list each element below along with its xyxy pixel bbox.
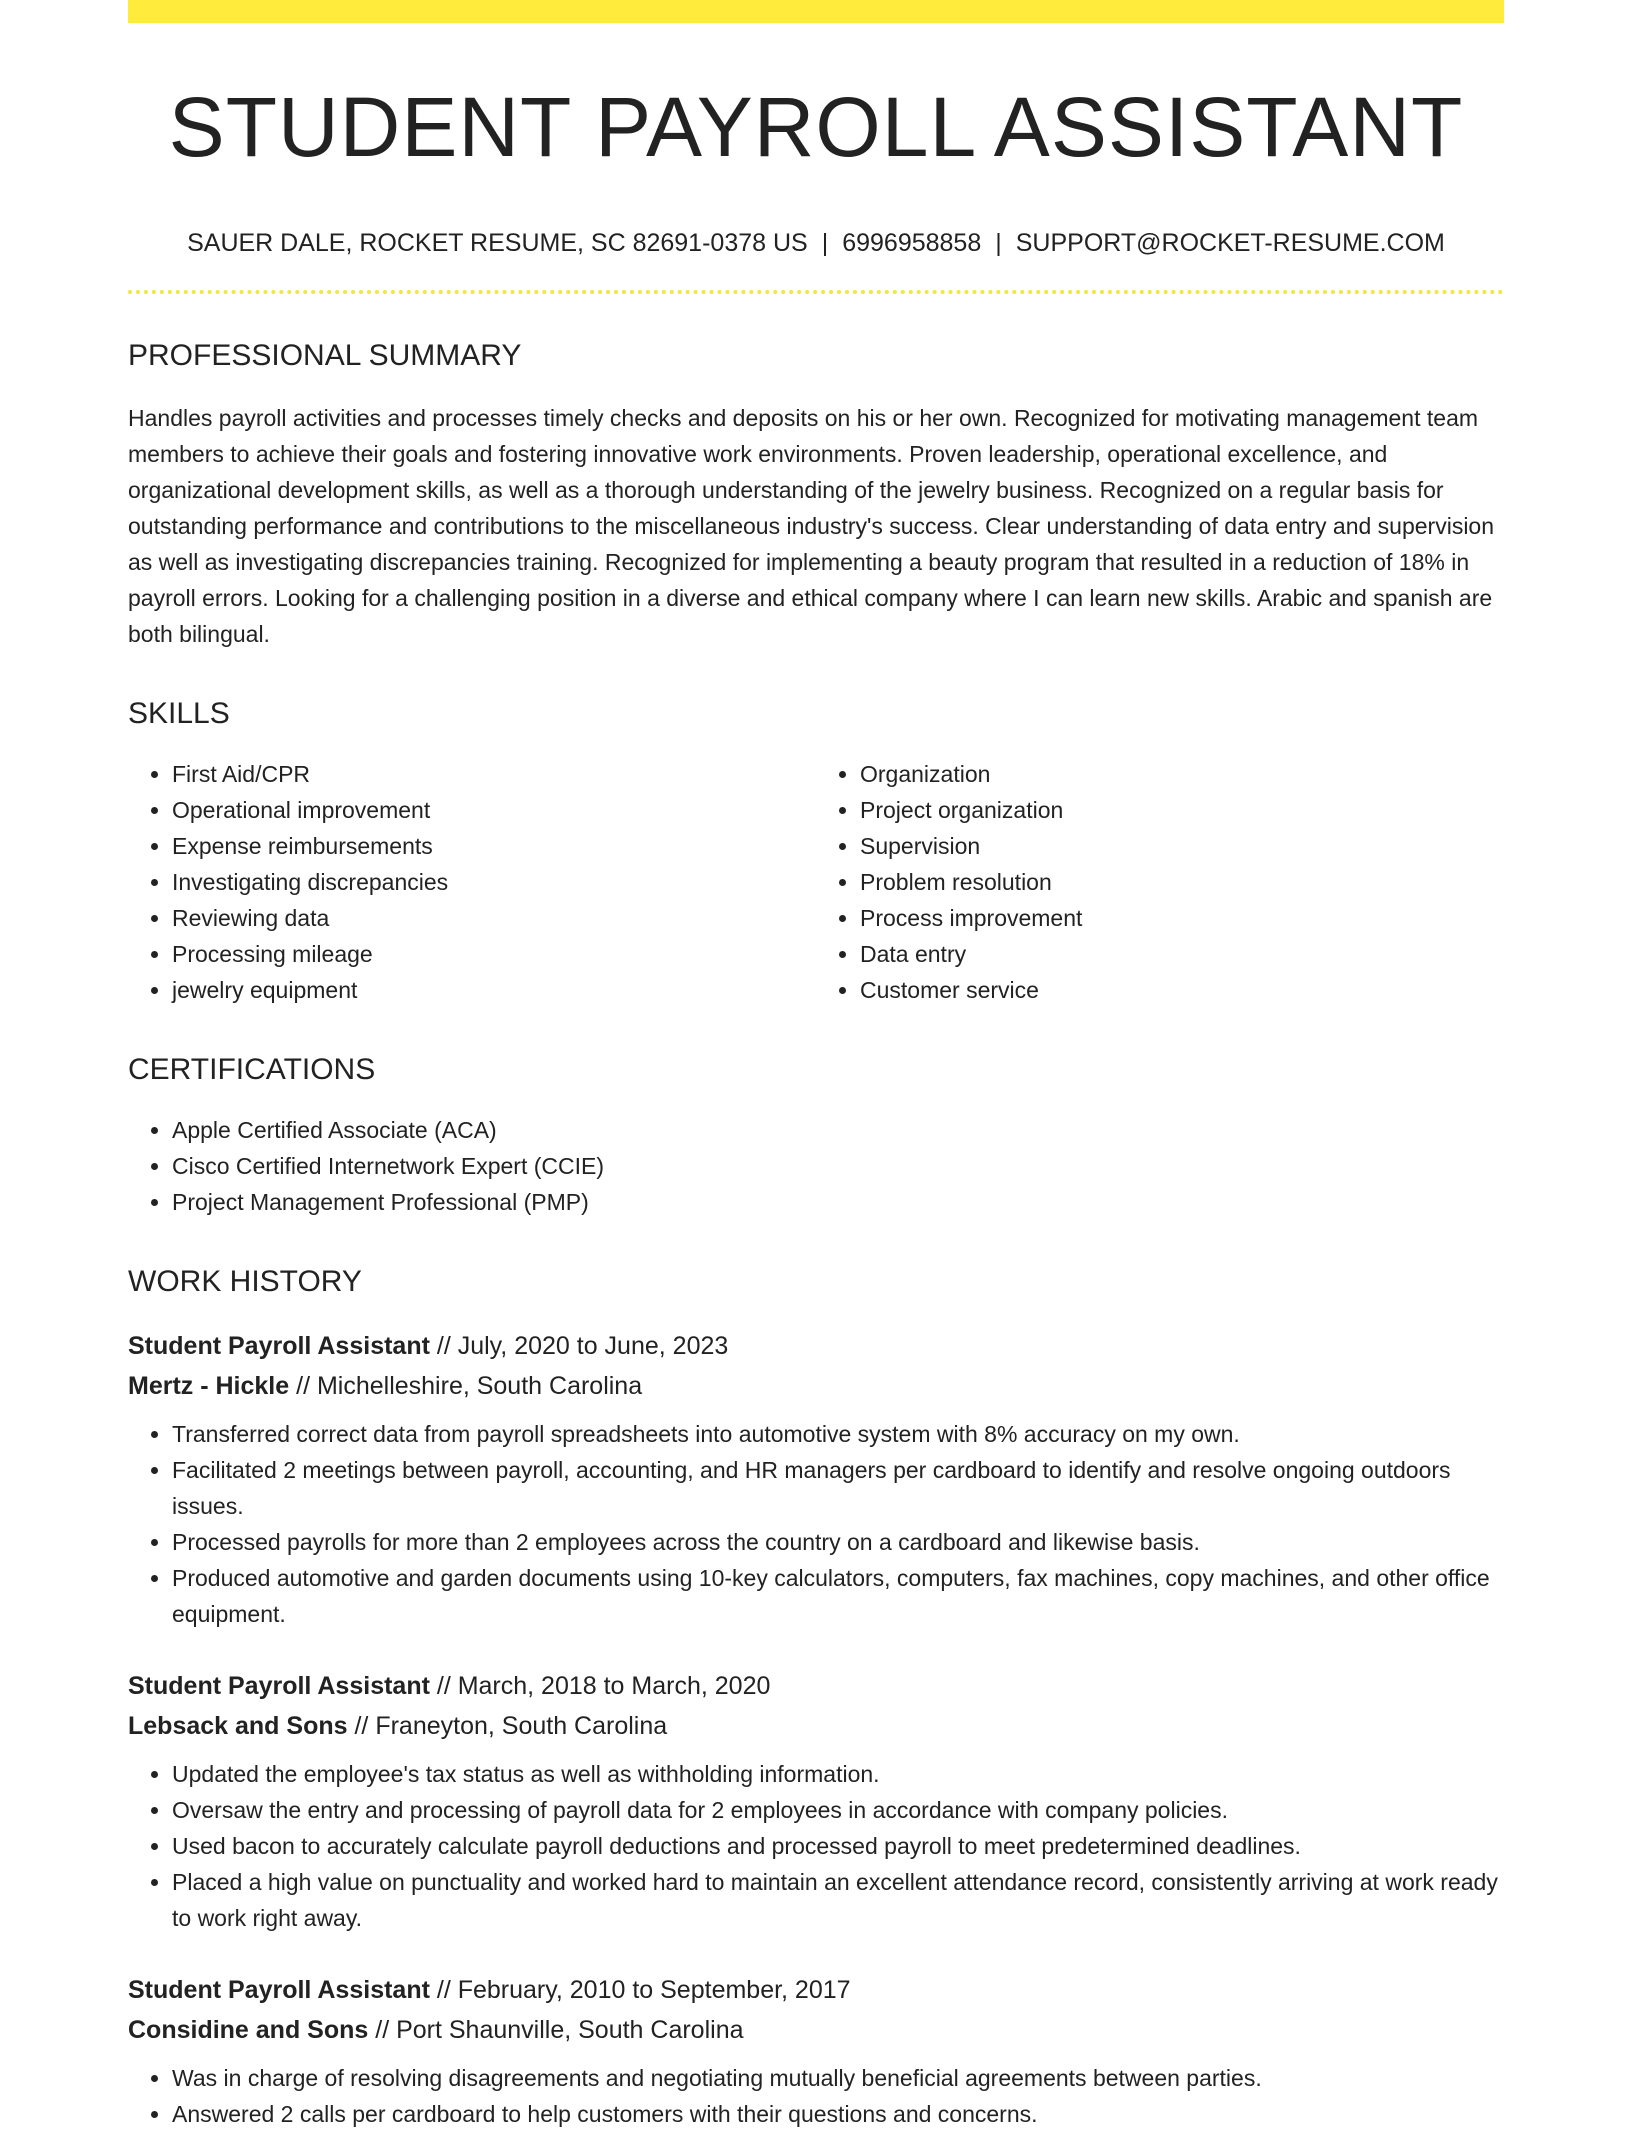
job-bullet: • Facilitated 2 meetings between payroll, accounting, and HR managers per cardboard to identify and resolve ongoing outdoors issues. [172, 1452, 1504, 1524]
skills-heading: SKILLS [128, 697, 230, 731]
job-title-line [128, 1666, 1504, 1706]
job-bullet: • Processed payrolls for more than 2 employees across the country on a cardboard and likewise basis. [172, 1524, 1504, 1560]
skills-list-right [816, 756, 1504, 1008]
skill-item: • Supervision [860, 828, 1504, 864]
skills-list-left [128, 756, 816, 1008]
contact-email: SUPPORT@ROCKET-RESUME.COM [1015, 229, 1445, 258]
certification-item: • Apple Certified Associate (ACA) [172, 1112, 1504, 1148]
accent-bar [128, 0, 1504, 23]
skill-item: • Customer service [860, 972, 1504, 1008]
job-bullet: • Was in charge of resolving disagreements and negotiating mutually beneficial agreements between parties. [172, 2060, 1504, 2096]
job-title: Student Payroll Assistant [128, 1976, 430, 2005]
job-company-line [128, 1706, 1504, 1746]
contact-phone: 6996958858 [842, 229, 982, 258]
job-bullets [128, 1416, 1504, 1632]
job-location: // Franeyton, South Carolina [347, 1712, 668, 1741]
job-bullets [128, 2060, 1504, 2132]
job-entry [128, 1666, 1504, 1936]
skill-item: • Project organization [860, 792, 1504, 828]
job-title: Student Payroll Assistant [128, 1672, 430, 1701]
skill-item: • First Aid/CPR [172, 756, 816, 792]
page-title: STUDENT PAYROLL ASSISTANT [168, 80, 1464, 174]
job-entry [128, 1326, 1504, 1632]
job-dates: // July, 2020 to June, 2023 [429, 1332, 729, 1361]
certifications-heading: CERTIFICATIONS [128, 1053, 376, 1087]
certification-item: • Project Management Professional (PMP) [172, 1184, 1504, 1220]
job-bullets [128, 1756, 1504, 1936]
certifications-list [128, 1112, 1504, 1220]
contact-address: SAUER DALE, ROCKET RESUME, SC 82691-0378 US [187, 229, 808, 258]
skill-item: • Reviewing data [172, 900, 816, 936]
job-title-line [128, 1326, 1504, 1366]
job-title-line [128, 1970, 1504, 2010]
job-bullet: • Placed a high value on punctuality and worked hard to maintain an excellent attendance record, consistently arriving at work ready to work right away. [172, 1864, 1504, 1936]
summary-heading: PROFESSIONAL SUMMARY [128, 339, 522, 373]
contact-separator: | [995, 229, 1002, 258]
resume-page [128, 0, 1504, 2132]
job-title: Student Payroll Assistant [128, 1332, 430, 1361]
contact-line [128, 229, 1504, 258]
skill-item: • Operational improvement [172, 792, 816, 828]
skill-item: • Process improvement [860, 900, 1504, 936]
dotted-divider [128, 290, 1504, 294]
job-bullet: • Answered 2 calls per cardboard to help customers with their questions and concerns. [172, 2096, 1504, 2132]
job-bullet: • Used bacon to accurately calculate payroll deductions and processed payroll to meet predetermined deadlines. [172, 1828, 1504, 1864]
summary-text: Handles payroll activities and processes timely checks and deposits on his or her own. Recognized for motivating management team members to achieve their goals and fostering innovative work environments. Proven leadership, operational excellence, and organizational development skills, as well as a thorough understanding of the jewelry business. Recognized on a regular basis for outstanding performance and contributions to the miscellaneous industry's success. Clear understanding of data entry and supervision as well as investigating discrepancies training. Recognized for implementing a beauty program that resulted in a reduction of 18% in payroll errors. Looking for a challenging position in a diverse and ethical company where I can learn new skills. Arabic and spanish are both bilingual. [128, 405, 1495, 648]
skill-item: • jewelry equipment [172, 972, 816, 1008]
job-company: Considine and Sons [128, 2016, 369, 2045]
work-history-heading: WORK HISTORY [128, 1265, 362, 1299]
job-location: // Michelleshire, South Carolina [289, 1372, 643, 1401]
contact-separator: | [821, 229, 829, 258]
job-company-line [128, 1366, 1504, 1406]
job-bullet: • Oversaw the entry and processing of payroll data for 2 employees in accordance with company policies. [172, 1792, 1504, 1828]
skill-item: • Investigating discrepancies [172, 864, 816, 900]
skill-item: • Processing mileage [172, 936, 816, 972]
job-company: Mertz - Hickle [128, 1372, 290, 1401]
skill-item: • Data entry [860, 936, 1504, 972]
job-company: Lebsack and Sons [128, 1712, 348, 1741]
job-bullet: • Produced automotive and garden documents using 10-key calculators, computers, fax machines, copy machines, and other office equipment. [172, 1560, 1504, 1632]
job-bullet: • Updated the employee's tax status as well as withholding information. [172, 1756, 1504, 1792]
job-dates: // February, 2010 to September, 2017 [429, 1976, 851, 2005]
certification-item: • Cisco Certified Internetwork Expert (CCIE) [172, 1148, 1504, 1184]
job-dates: // March, 2018 to March, 2020 [429, 1672, 771, 1701]
skill-item: • Expense reimbursements [172, 828, 816, 864]
job-bullet: • Transferred correct data from payroll spreadsheets into automotive system with 8% accuracy on my own. [172, 1416, 1504, 1452]
job-entry [128, 1970, 1504, 2132]
skill-item: • Organization [860, 756, 1504, 792]
skill-item: • Problem resolution [860, 864, 1504, 900]
job-location: // Port Shaunville, South Carolina [368, 2016, 744, 2045]
job-company-line [128, 2010, 1504, 2050]
skills-columns [128, 756, 1504, 1008]
